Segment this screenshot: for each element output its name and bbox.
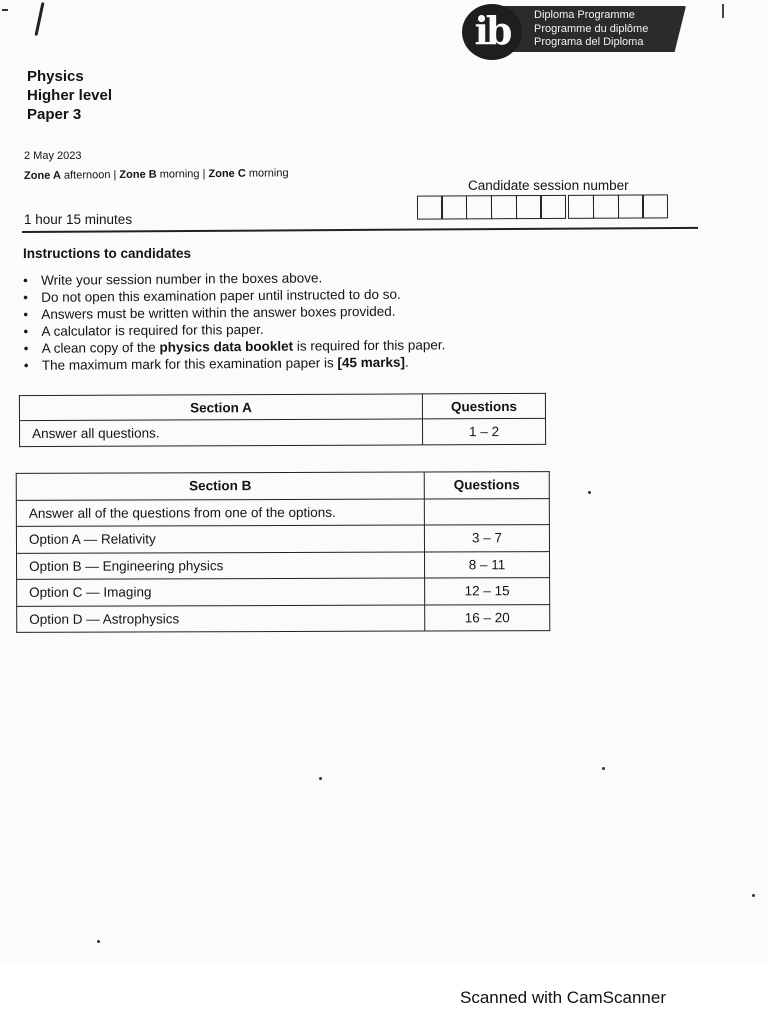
zone-separator: | — [202, 168, 206, 181]
instruction-item: • Answers must be written within the answer boxes provided. — [22, 302, 445, 323]
logo-line-fr: Programme du diplôme — [534, 22, 649, 35]
section-a-table — [19, 393, 546, 447]
option-label: Option A — Relativity — [16, 525, 424, 553]
scan-speck — [319, 777, 322, 780]
table-row — [16, 498, 549, 526]
instruction-text: . — [404, 354, 409, 370]
session-digit-box[interactable] — [466, 195, 492, 219]
scan-speck — [97, 940, 100, 943]
instruction-emphasis: physics data booklet — [159, 338, 294, 355]
header-divider — [22, 227, 698, 233]
logo-text — [534, 9, 648, 50]
section-label: Answer all of the questions from one of the options. — [16, 499, 424, 527]
table-row — [17, 551, 550, 579]
table-row — [16, 525, 549, 553]
exam-date: 2 May 2023 — [24, 150, 82, 162]
section-b-header: Section B — [16, 472, 424, 500]
section-a-header: Section A — [19, 394, 422, 421]
question-range: 3 – 7 — [424, 525, 549, 552]
option-label: Option B — Engineering physics — [17, 552, 425, 580]
zone-b-label: Zone B — [119, 168, 157, 182]
instruction-item — [23, 353, 446, 374]
session-digit-box[interactable] — [491, 195, 517, 219]
session-digit-box[interactable] — [642, 194, 668, 218]
scan-mark — [722, 4, 724, 18]
instruction-text: A clean copy of the — [41, 339, 160, 356]
session-digit-box[interactable] — [593, 195, 619, 219]
session-number-boxes — [418, 194, 668, 219]
ib-logo — [462, 4, 686, 60]
zone-b-time: morning — [159, 168, 200, 181]
session-digit-box[interactable] — [618, 194, 644, 218]
instruction-item: • Write your session number in the boxes above. — [22, 268, 445, 289]
logo-line-es: Programa del Diploma — [534, 36, 644, 48]
zone-c-time: morning — [248, 167, 289, 180]
instruction-text: The maximum mark for this examination paper is — [41, 355, 338, 373]
session-digit-box[interactable] — [417, 196, 443, 220]
table-row — [17, 604, 550, 632]
session-digit-box[interactable] — [515, 195, 541, 219]
level: Higher level — [27, 87, 113, 104]
questions-header: Questions — [424, 472, 549, 499]
scan-speck — [588, 491, 591, 494]
paper: Paper 3 — [27, 106, 82, 123]
instruction-item: • A calculator is required for this paper. — [22, 319, 445, 340]
subject: Physics — [27, 68, 84, 85]
camscanner-watermark: Scanned with CamScanner — [460, 988, 667, 1007]
scan-speck — [602, 767, 605, 770]
zone-a-label: Zone A — [23, 169, 61, 182]
section-label: Answer all questions. — [20, 419, 423, 447]
table-row — [20, 418, 546, 446]
pen-mark — [34, 2, 44, 36]
option-label: Option D — Astrophysics — [17, 605, 425, 633]
session-number-label: Candidate session number — [468, 178, 629, 193]
instruction-emphasis: [45 marks] — [337, 354, 406, 371]
session-digit-box[interactable] — [441, 195, 467, 219]
question-range — [424, 498, 549, 525]
zone-a-time: afternoon — [63, 169, 111, 182]
zone-separator: | — [113, 169, 117, 182]
table-row — [17, 578, 550, 606]
instructions-title: Instructions to candidates — [23, 246, 192, 261]
ib-logo-mark: ib — [462, 4, 522, 60]
instruction-text: is required for this paper. — [292, 337, 446, 354]
question-range: 16 – 20 — [425, 604, 550, 631]
question-range: 1 – 2 — [422, 418, 545, 445]
exam-title — [27, 67, 112, 124]
table-header-row — [19, 393, 545, 420]
table-header-row — [16, 472, 549, 500]
section-b-table — [16, 471, 551, 633]
question-range: 12 – 15 — [425, 578, 550, 605]
exam-zones — [24, 167, 289, 182]
logo-line-en: Diploma Programme — [534, 9, 635, 21]
instruction-item: • Do not open this examination paper until instructed to do so. — [22, 285, 445, 306]
zone-c-label: Zone C — [208, 167, 246, 181]
session-digit-box[interactable] — [540, 195, 566, 219]
session-digit-box[interactable] — [568, 195, 594, 219]
option-label: Option C — Imaging — [17, 578, 425, 606]
exam-duration: 1 hour 15 minutes — [24, 212, 133, 227]
instructions-list — [22, 268, 446, 374]
scan-mark — [2, 9, 8, 11]
questions-header: Questions — [422, 393, 545, 419]
question-range: 8 – 11 — [424, 551, 549, 578]
scan-speck — [752, 894, 755, 897]
